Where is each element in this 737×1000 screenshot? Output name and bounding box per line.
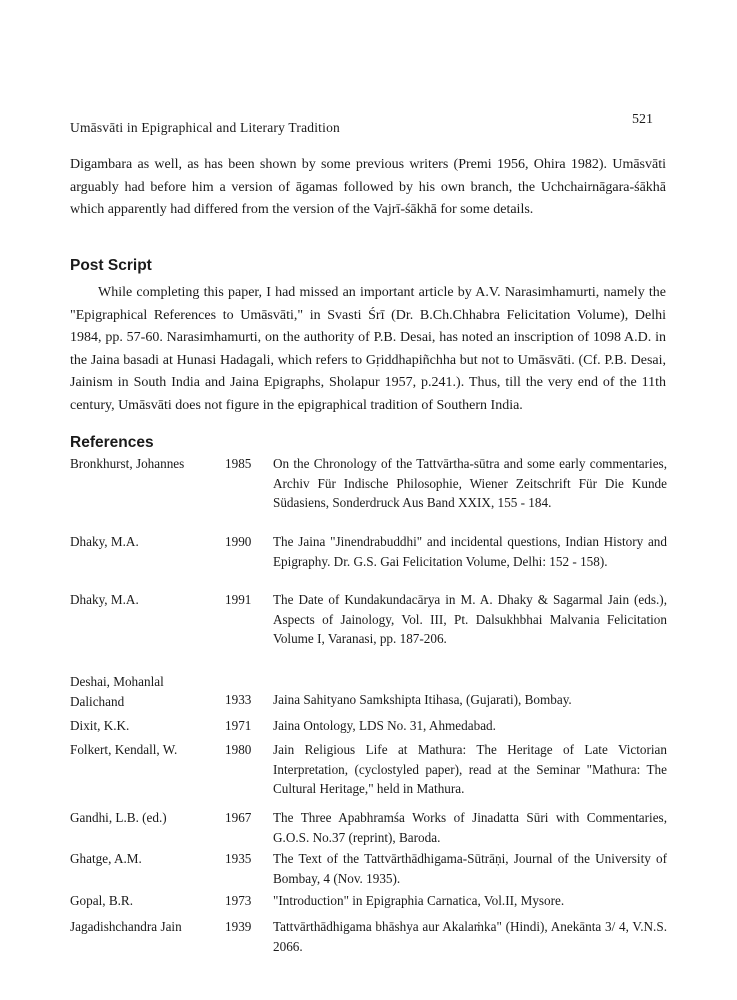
reference-title: The Jaina "Jinendrabuddhi" and incidental questions, Indian History and Epigraphy. Dr. G.S. Gai Felicitation Volume, Delhi: 152 - 158). bbox=[273, 534, 667, 569]
reference-author: Gandhi, L.B. (ed.) bbox=[70, 810, 167, 825]
reference-entry bbox=[70, 672, 670, 716]
reference-entry bbox=[70, 454, 670, 532]
reference-author: Dhaky, M.A. bbox=[70, 534, 139, 549]
reference-entry bbox=[70, 917, 670, 961]
reference-title: The Three Apabhramśa Works of Jinadatta Sūri with Commentaries, G.O.S. No.37 (reprint), Baroda. bbox=[273, 810, 667, 845]
reference-title: "Introduction" in Epigraphia Carnatica, Vol.II, Mysore. bbox=[273, 893, 565, 908]
reference-year: 1985 bbox=[225, 456, 252, 471]
reference-entry bbox=[70, 716, 670, 740]
reference-author: Gopal, B.R. bbox=[70, 893, 134, 908]
references-list bbox=[70, 454, 670, 961]
reference-title: The Date of Kundakundacārya in M. A. Dhaky & Sagarmal Jain (eds.), Aspects of Jainology, Vol. III, Pt. Dalsukhbhai Malvania Felicitation Volume I, Varanasi, pp. 187-206. bbox=[273, 592, 667, 646]
postscript-heading: Post Script bbox=[70, 257, 152, 274]
reference-title: The Text of the Tattvārthādhigama-Sūtrāṇi, Journal of the University of Bombay, 4 (Nov. 1935). bbox=[273, 851, 667, 886]
page-number: 521 bbox=[632, 112, 653, 127]
reference-author: Deshai, Mohanlal Dalichand bbox=[70, 674, 164, 709]
reference-year: 1939 bbox=[225, 919, 252, 934]
reference-author: Jagadishchandra Jain bbox=[70, 919, 182, 934]
references-heading: References bbox=[70, 434, 154, 451]
reference-entry bbox=[70, 808, 670, 849]
running-head: Umāsvāti in Epigraphical and Literary Tradition bbox=[70, 120, 340, 135]
reference-year: 1935 bbox=[225, 851, 252, 866]
reference-entry bbox=[70, 849, 670, 891]
reference-title: On the Chronology of the Tattvārtha-sūtra and some early commentaries, Archiv Für Indische Philosophie, Wiener Zeitschrift Für Die Kunde Südasiens, Sonderdruck Aus Band XXIX, 155 - 184. bbox=[273, 456, 667, 510]
reference-author: Dhaky, M.A. bbox=[70, 592, 139, 607]
reference-title: Jaina Ontology, LDS No. 31, Ahmedabad. bbox=[273, 718, 496, 733]
reference-entry bbox=[70, 532, 670, 590]
reference-year: 1980 bbox=[225, 742, 252, 757]
reference-entry bbox=[70, 891, 670, 917]
reference-author: Ghatge, A.M. bbox=[70, 851, 142, 866]
reference-entry bbox=[70, 740, 670, 808]
reference-title: Jaina Sahityano Samkshipta Itihasa, (Gujarati), Bombay. bbox=[273, 692, 572, 707]
reference-year: 1933 bbox=[225, 692, 252, 707]
body-paragraph: Digambara as well, as has been shown by some previous writers (Premi 1956, Ohira 1982). Umāsvāti arguably had before him a version of āgamas followed by his own branch, the Uchchairnāgara-śākhā which apparently had differed from the version of the Vajrī-śākhā for some details. bbox=[70, 157, 666, 218]
reference-year: 1971 bbox=[225, 718, 252, 733]
reference-author: Folkert, Kendall, W. bbox=[70, 742, 178, 757]
reference-author: Dixit, K.K. bbox=[70, 718, 130, 733]
reference-year: 1991 bbox=[225, 592, 252, 607]
reference-year: 1990 bbox=[225, 534, 252, 549]
reference-year: 1973 bbox=[225, 893, 252, 908]
reference-title: Tattvārthādhigama bhāshya aur Akalaṁka" (Hindi), Anekānta 3/ 4, V.N.S. 2066. bbox=[273, 919, 667, 954]
reference-author: Bronkhurst, Johannes bbox=[70, 456, 185, 471]
reference-year: 1967 bbox=[225, 810, 252, 825]
reference-entry bbox=[70, 590, 670, 672]
reference-title: Jain Religious Life at Mathura: The Heritage of Late Victorian Interpretation, (cyclostyled paper), read at the Seminar "Mathura: The Cultural Heritage," held in Mathura. bbox=[273, 742, 667, 796]
postscript-paragraph: While completing this paper, I had missed an important article by A.V. Narasimhamurti, namely the "Epigraphical References to Umāsvāti," in Svasti Śrī (Dr. B.Ch.Chhabra Felicitation Volume), Delhi 1984, pp. 57-60. Narasimhamurti, on the authority of P.B. Desai, has noted an inscription of 1098 A.D. in the Jaina basadi at Hunasi Hadagali, which refers to Gṛiddhapiñchha but not to Umāsvāti. (Cf. P.B. Desai, Jainism in South India and Jaina Epigraphs, Sholapur 1957, p.241.). Thus, till the very end of the 11th century, Umāsvāti does not figure in the epigraphical tradition of Southern India. bbox=[70, 285, 666, 413]
